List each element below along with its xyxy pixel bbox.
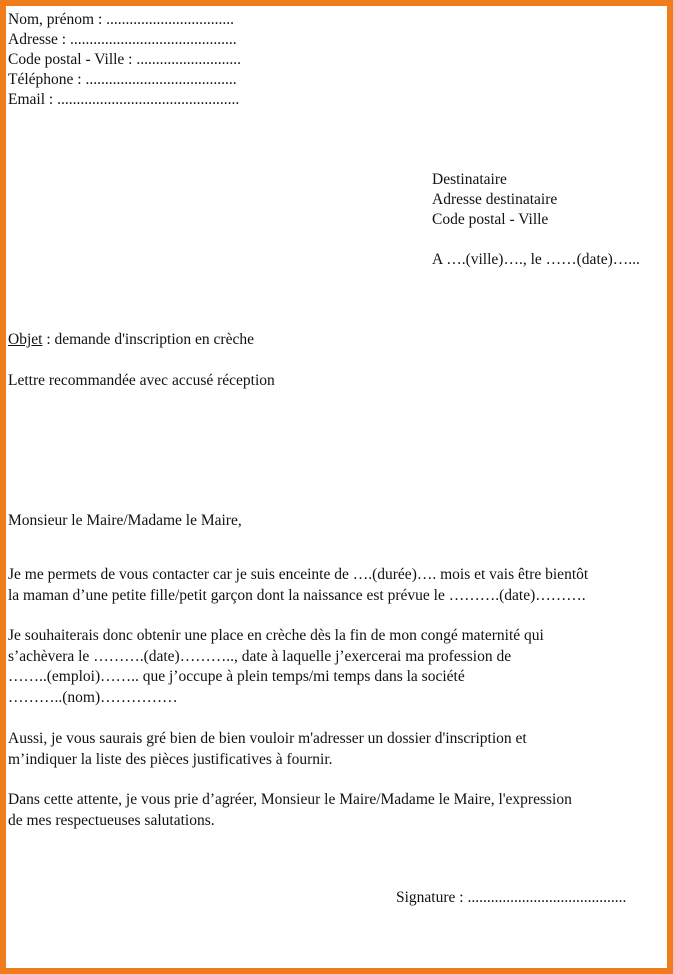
- object-label: Objet: [8, 331, 43, 348]
- sender-block: [8, 10, 241, 110]
- paragraph-line: s’achèvera le ……….(date)……….., date à laquelle j’exercerai ma profession de: [8, 647, 512, 665]
- object-line: [8, 331, 254, 349]
- signature-line: Signature : .........................................: [396, 889, 627, 906]
- sender-postal-city-line: Code postal - Ville : ...........................: [8, 51, 241, 68]
- paragraph-line: de mes respectueuses salutations.: [8, 811, 215, 829]
- paragraph-line: ……..(emploi)…….. que j’occupe à plein temps/mi temps dans la société: [8, 668, 465, 685]
- paragraph-line: Je me permets de vous contacter car je suis enceinte de ….(durée)…. mois et vais être bientôt: [8, 566, 589, 583]
- paragraph-request: [8, 626, 544, 708]
- salutation: Monsieur le Maire/Madame le Maire,: [8, 512, 242, 529]
- object-text: : demande d'inscription en crèche: [42, 331, 254, 348]
- paragraph-line: Je souhaiterais donc obtenir une place en crèche dès la fin de mon congé maternité qui: [8, 627, 544, 644]
- recipient-name: Destinataire: [432, 171, 507, 188]
- sender-phone-line: Téléphone : .......................................: [8, 71, 237, 88]
- paragraph-pregnancy: [8, 565, 588, 606]
- paragraph-line: Dans cette attente, je vous prie d’agréer, Monsieur le Maire/Madame le Maire, l'expression: [8, 791, 572, 808]
- place-date-line: A ….(ville)…., le ……(date)…...: [432, 251, 640, 268]
- recipient-postal-city: Code postal - Ville: [432, 211, 549, 228]
- recipient-address: Adresse destinataire: [432, 191, 558, 208]
- registered-mail-mention: Lettre recommandée avec accusé réception: [8, 372, 275, 389]
- paragraph-documents: [8, 729, 527, 770]
- paragraph-line: m’indiquer la liste des pièces justificatives à fournir.: [8, 750, 333, 768]
- sender-address-line: Adresse : ...........................................: [8, 31, 237, 48]
- recipient-block: [432, 170, 557, 230]
- sender-name-line: Nom, prénom : .................................: [8, 11, 235, 28]
- paragraph-line: la maman d’une petite fille/petit garçon dont la naissance est prévue le ……….(date)……….: [8, 586, 586, 604]
- paragraph-closing: [8, 790, 572, 831]
- paragraph-line: ………..(nom)……………: [8, 688, 178, 706]
- paragraph-line: Aussi, je vous saurais gré bien de bien vouloir m'adresser un dossier d'inscription et: [8, 730, 527, 747]
- sender-email-line: Email : ...............................................: [8, 91, 240, 108]
